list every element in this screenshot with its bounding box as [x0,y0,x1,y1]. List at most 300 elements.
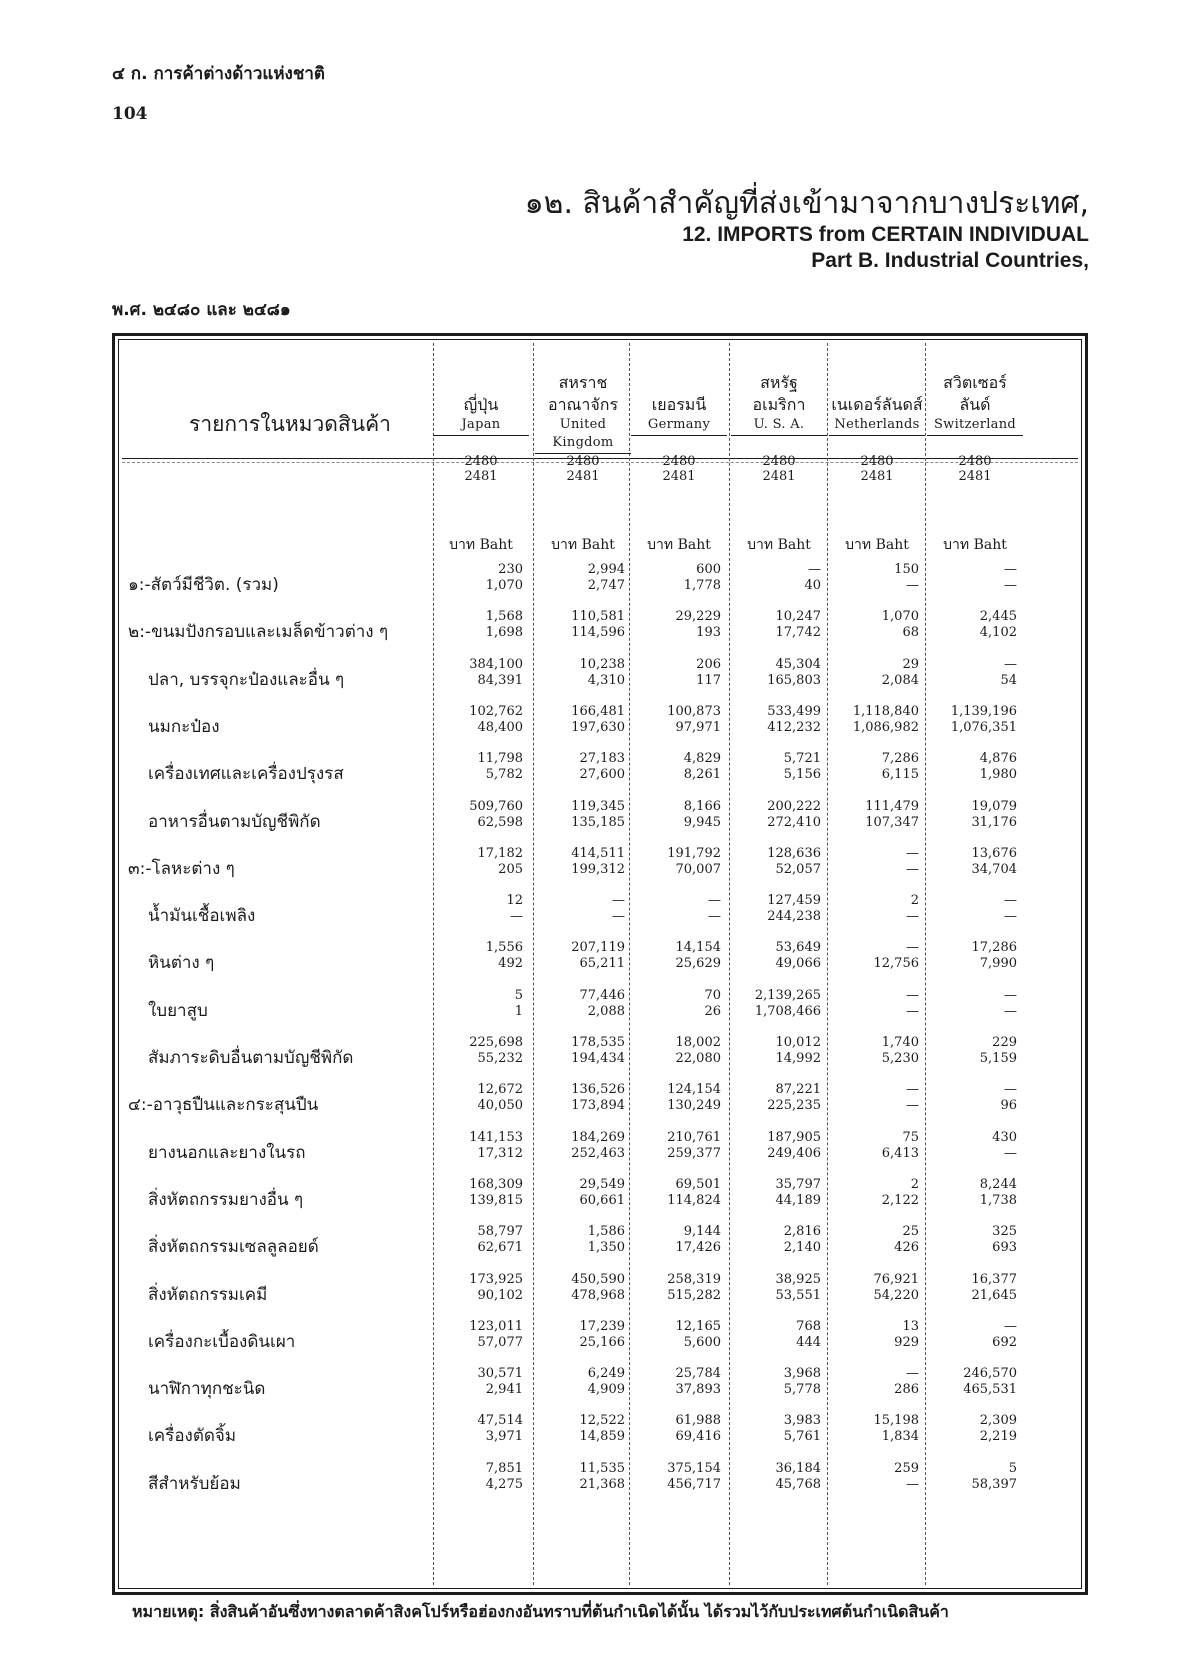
column-header-u-s-a [731,350,827,436]
value-2481: — [906,578,919,593]
value-cell [631,1224,727,1256]
value-2480: 3,968 [783,1366,821,1382]
value-cell [731,1035,827,1067]
column-header-switzerland [927,350,1023,436]
value-2480: 35,797 [775,1176,821,1192]
value-cell [829,1272,925,1304]
value-2480: 10,247 [775,609,821,625]
value-2481: 40,050 [477,1098,523,1114]
value-cell [433,1177,529,1209]
value-2480: 1,070 [881,609,919,625]
value-2480: 29,549 [579,1176,625,1192]
value-2481: 55,232 [477,1051,523,1066]
value-cell [631,751,727,783]
value-2481: 444 [796,1334,821,1350]
value-cell [927,1319,1023,1351]
value-cell [731,799,827,831]
value-2481: 14,859 [579,1429,625,1445]
value-cell [433,1035,529,1067]
row-label: ๓:-โลหะต่าง ๆ [128,858,235,879]
title-block [525,186,1089,274]
value-2480: — [612,893,625,909]
value-cell [731,988,827,1020]
value-2481: 65,211 [579,956,625,972]
value-2481: 173,894 [571,1098,625,1114]
column-header-thai: ลันด์ [959,395,991,414]
column-header-english: Switzerland [927,416,1023,436]
value-2481: 17,426 [675,1240,721,1256]
value-cell [631,846,727,878]
value-2481: 194,434 [571,1051,625,1066]
value-cell [535,1082,631,1114]
table-row [122,1031,1078,1079]
value-2481: 49,066 [775,956,821,972]
value-cell [731,1224,827,1256]
value-2480: 36,184 [775,1460,821,1476]
value-2480: 1,139,196 [950,703,1017,719]
value-2480: 29 [902,656,919,672]
year-0: 2480 [464,454,498,469]
value-cell [433,1082,529,1114]
column-header-thai: สหราช [558,373,608,392]
value-cell [927,1461,1023,1493]
value-2480: 45,304 [775,656,821,672]
table-row [122,605,1078,653]
unit-label: บาท Baht [845,537,909,553]
value-2480: 210,761 [667,1129,721,1145]
value-2481: 4,275 [485,1476,523,1492]
value-2481: — [906,1476,919,1492]
value-cell [433,1461,529,1493]
value-cell [433,1413,529,1445]
value-2481: 96 [1000,1098,1017,1114]
table-row [122,1173,1078,1221]
unit-label: บาท Baht [551,537,615,553]
value-cell [535,1413,631,1445]
footnote: หมายเหตุ: สิ่งสินค้าอันซึ่งทางตลาดค้าสิงคโปร์หรือฮ่องกงอันทราบที่ต้นกำเนิดได้นั้น ได้รวมไว้กับประเทศต้นกำเนิดสินค้า [132,1602,949,1621]
value-2481: 54 [1000,672,1017,688]
value-2480: 13,676 [971,845,1017,861]
value-2480: 70 [704,987,721,1003]
value-2480: 5 [514,987,523,1003]
value-2481: 7,990 [979,956,1017,972]
value-2480: 1,568 [485,609,523,625]
value-2481: — [906,909,919,925]
value-2481: 58,397 [971,1476,1017,1492]
row-label: ยางนอกและยางในรถ [148,1142,306,1163]
column-header-thai: ญี่ปุ่น [463,395,499,414]
row-label: ๑:-สัตว์มีชีวิต. (รวม) [128,575,279,595]
value-2481: 4,102 [979,625,1017,641]
value-2480: 187,905 [767,1129,821,1145]
value-2481: 1,738 [979,1192,1017,1208]
value-2480: — [1004,656,1017,672]
value-2481: 272,410 [767,814,821,830]
value-2481: 199,312 [571,861,625,877]
value-2480: 230 [498,562,523,577]
title-thai: ๑๒. สินค้าสำคัญที่ส่งเข้ามาจากบางประเทศ, [524,186,1089,221]
value-2481: 1,086,982 [852,719,919,735]
value-cell [731,751,827,783]
value-2480: 8,244 [979,1176,1017,1192]
value-2480: 12,672 [477,1082,523,1098]
unit-label: บาท Baht [943,537,1007,553]
column-header-english: Germany [631,416,727,436]
year-1: 2481 [566,469,600,484]
value-cell [927,846,1023,878]
value-2481: 4,909 [587,1382,625,1398]
value-2480: 11,535 [579,1460,625,1476]
value-2480: 17,286 [971,940,1017,956]
value-cell [631,1366,727,1398]
value-cell [631,1177,727,1209]
value-2481: 5,778 [783,1382,821,1398]
value-2481: 54,220 [873,1287,919,1303]
value-2480: 2,309 [979,1413,1017,1429]
table-row [122,889,1078,937]
value-2480: 2,994 [587,562,625,577]
table-row [122,747,1078,795]
year-1: 2481 [958,469,992,484]
value-2480: 27,183 [579,751,625,767]
value-2480: 8,166 [683,798,721,814]
value-cell [829,988,925,1020]
value-cell [829,562,925,594]
value-cell [433,940,529,972]
value-2481: — [612,909,625,925]
value-2481: 9,945 [683,814,721,830]
value-cell [631,1461,727,1493]
value-2480: 1,586 [587,1224,625,1240]
value-2481: 40 [804,578,821,593]
value-cell [829,846,925,878]
value-2480: 3,983 [783,1413,821,1429]
value-2480: 58,797 [477,1224,523,1240]
value-2480: — [1004,987,1017,1003]
value-cell [731,657,827,689]
value-cell [535,846,631,878]
value-2480: 5 [1008,1460,1017,1476]
value-cell [631,1130,727,1162]
year-0: 2480 [566,454,600,469]
value-cell [829,1082,925,1114]
value-cell [829,1319,925,1351]
value-cell [631,988,727,1020]
value-2480: 10,012 [775,1035,821,1050]
value-cell [631,704,727,736]
value-cell [433,1319,529,1351]
value-2480: 25,784 [675,1366,721,1382]
value-cell [433,1130,529,1162]
value-2481: 17,742 [775,625,821,641]
value-2481: 2,140 [783,1240,821,1256]
value-cell [731,893,827,925]
column-years [731,454,827,484]
value-2481: 1,350 [587,1240,625,1256]
value-2481: — [906,861,919,877]
column-years [927,454,1023,484]
value-2481: 45,768 [775,1476,821,1492]
value-cell [631,1272,727,1304]
value-2481: 117 [696,672,721,688]
value-2481: 249,406 [767,1145,821,1161]
value-cell [829,799,925,831]
value-2481: — [906,1098,919,1114]
year-1: 2481 [762,469,796,484]
value-2480: 259 [894,1460,919,1476]
value-2481: 5,761 [783,1429,821,1445]
value-2481: — [510,909,523,925]
value-2480: — [906,1366,919,1382]
value-cell [927,1413,1023,1445]
value-2480: 76,921 [873,1271,919,1287]
table-row [122,842,1078,890]
value-cell [829,940,925,972]
value-cell [829,893,925,925]
value-2480: — [708,893,721,909]
value-cell [535,609,631,641]
value-2480: 123,011 [469,1318,523,1334]
value-2480: 258,319 [667,1271,721,1287]
value-2480: 533,499 [767,703,821,719]
value-cell [535,1177,631,1209]
value-2480: 12 [506,893,523,909]
value-cell [631,799,727,831]
value-2480: 124,154 [667,1082,721,1098]
row-label: สิ่งหัตถกรรมเคมี [148,1284,268,1305]
value-2481: 492 [498,956,523,972]
value-2481: 6,115 [881,767,919,783]
value-2481: 5,156 [783,767,821,783]
value-2480: 1,118,840 [852,703,919,719]
value-2481: 244,238 [767,909,821,925]
column-header-netherlands [829,350,925,436]
value-cell [731,1461,827,1493]
value-cell [535,940,631,972]
table-row [122,558,1078,606]
value-2480: 100,873 [667,703,721,719]
table-row [122,936,1078,984]
unit-label: บาท Baht [647,537,711,553]
value-2480: 375,154 [667,1460,721,1476]
value-2481: 5,600 [683,1334,721,1350]
value-2480: 111,479 [865,798,919,814]
value-2480: 17,239 [579,1318,625,1334]
column-header-thai: อาณาจักร [547,395,619,414]
value-2481: 53,551 [775,1287,821,1303]
value-2480: — [906,1082,919,1098]
row-label: สิ่งหัตถกรรมเซลลูลอยด์ [148,1237,319,1258]
value-cell [433,751,529,783]
value-cell [731,1366,827,1398]
value-2481: 14,992 [775,1051,821,1066]
value-cell [927,1224,1023,1256]
value-2480: 600 [696,562,721,577]
value-2481: 37,893 [675,1382,721,1398]
value-2480: — [1004,893,1017,909]
value-2481: 62,671 [477,1240,523,1256]
column-years [535,454,631,484]
value-2481: 1,834 [881,1429,919,1445]
value-2481: 57,077 [477,1334,523,1350]
value-2481: — [708,909,721,925]
value-2480: 168,309 [469,1176,523,1192]
value-2480: 29,229 [675,609,721,625]
value-cell [433,562,529,594]
value-2480: — [1004,1082,1017,1098]
value-cell [829,751,925,783]
value-cell [433,657,529,689]
value-cell [927,609,1023,641]
value-2480: 384,100 [469,656,523,672]
value-cell [631,1413,727,1445]
row-label: หินต่าง ๆ [148,953,215,974]
value-2481: 2,747 [587,578,625,593]
value-cell [829,1366,925,1398]
year-0: 2480 [662,454,696,469]
unit-label: บาท Baht [747,537,811,553]
value-2481: — [906,1003,919,1019]
value-2481: 2,088 [587,1003,625,1019]
value-2480: 136,526 [571,1082,625,1098]
value-2480: 178,535 [571,1035,625,1050]
value-2480: 19,079 [971,798,1017,814]
value-cell [631,1082,727,1114]
row-label: ๒:-ขนมปังกรอบและเมล็ดข้าวต่าง ๆ [128,622,389,643]
value-2480: 110,581 [571,609,625,625]
value-2480: 4,876 [979,751,1017,767]
value-2481: 205 [498,861,523,877]
value-2481: 25,629 [675,956,721,972]
value-2481: 114,596 [571,625,625,641]
value-2480: 2,816 [783,1224,821,1240]
value-2480: 207,119 [571,940,625,956]
value-cell [535,1272,631,1304]
value-cell [927,657,1023,689]
value-2480: 229 [992,1035,1017,1050]
value-2481: 97,971 [675,719,721,735]
section-label: ๔ ก. การค้าต่างด้าวแห่งชาติ [112,64,325,84]
value-2481: 193 [696,625,721,641]
value-2481: 5,230 [881,1051,919,1066]
value-2481: 2,219 [979,1429,1017,1445]
value-2481: — [1004,578,1017,593]
value-2480: 77,446 [579,987,625,1003]
value-cell [829,609,925,641]
value-cell [829,1224,925,1256]
column-header-thai: สหรัฐ [760,373,798,392]
value-cell [731,609,827,641]
row-label: สัมภาระดิบอื่นตามบัญชีพิกัด [148,1048,354,1068]
value-cell [433,609,529,641]
value-cell [631,940,727,972]
value-2480: 150 [894,562,919,577]
value-2480: 7,286 [881,751,919,767]
column-header-thai: เยอรมนี [651,395,707,414]
value-cell [433,799,529,831]
value-2481: 139,815 [469,1192,523,1208]
value-2481: 2,941 [485,1382,523,1398]
value-2480: 15,198 [873,1413,919,1429]
value-cell [631,1319,727,1351]
value-2480: 4,829 [683,751,721,767]
year-1: 2481 [662,469,696,484]
value-2480: 414,511 [571,845,625,861]
row-label: เครื่องเทศและเครื่องปรุงรส [148,764,344,785]
value-2481: 69,416 [675,1429,721,1445]
value-2481: 1,698 [485,625,523,641]
value-2481: 929 [894,1334,919,1350]
table-row [122,1078,1078,1126]
value-2480: 87,221 [775,1082,821,1098]
table-row [122,653,1078,701]
value-cell [927,1177,1023,1209]
value-2480: 17,182 [477,845,523,861]
value-2481: 1,778 [683,578,721,593]
value-2480: 1,556 [485,940,523,956]
value-2481: 52,057 [775,861,821,877]
table-row [122,795,1078,843]
year-0: 2480 [762,454,796,469]
value-2480: 5,721 [783,751,821,767]
value-cell [535,799,631,831]
value-2481: 5,159 [979,1051,1017,1066]
value-cell [731,1413,827,1445]
row-label: น้ำมันเชื้อเพลิง [148,906,256,927]
table-row [122,700,1078,748]
value-cell [535,1224,631,1256]
row-label: ใบยาสูบ [148,1000,208,1021]
value-cell [631,609,727,641]
value-2480: 173,925 [469,1271,523,1287]
value-cell [927,1130,1023,1162]
value-2481: — [1004,1145,1017,1161]
value-2481: 48,400 [477,719,523,735]
value-cell [829,1413,925,1445]
row-label: นาฬิกาทุกชะนิด [148,1379,266,1400]
value-2481: 426 [894,1240,919,1256]
row-label: สีสำหรับย้อม [148,1473,241,1494]
value-cell [731,1130,827,1162]
column-years [829,454,925,484]
row-label: อาหารอื่นตามบัญชีพิกัด [148,811,321,832]
value-cell [927,893,1023,925]
column-header-english: United Kingdom [535,416,631,454]
title-english-line-1: 12. IMPORTS from CERTAIN INDIVIDUAL [682,223,1089,246]
value-2480: 206 [696,656,721,672]
value-2481: 17,312 [477,1145,523,1161]
value-2481: 21,368 [579,1476,625,1492]
value-2481: 478,968 [571,1287,625,1303]
value-2481: 68 [902,625,919,641]
value-2481: 25,166 [579,1334,625,1350]
value-2481: 107,347 [865,814,919,830]
year-0: 2480 [860,454,894,469]
value-2481: 22,080 [675,1051,721,1066]
value-2480: — [1004,562,1017,577]
value-cell [829,1177,925,1209]
value-2481: 114,824 [667,1192,721,1208]
value-cell [433,1366,529,1398]
row-label: เครื่องกะเบื้องดินเผา [148,1331,296,1352]
value-2480: 69,501 [675,1176,721,1192]
value-cell [927,562,1023,594]
value-2480: 12,522 [579,1413,625,1429]
value-cell [731,940,827,972]
value-2481: 4,310 [587,672,625,688]
value-cell [433,1224,529,1256]
value-2480: 128,636 [767,845,821,861]
